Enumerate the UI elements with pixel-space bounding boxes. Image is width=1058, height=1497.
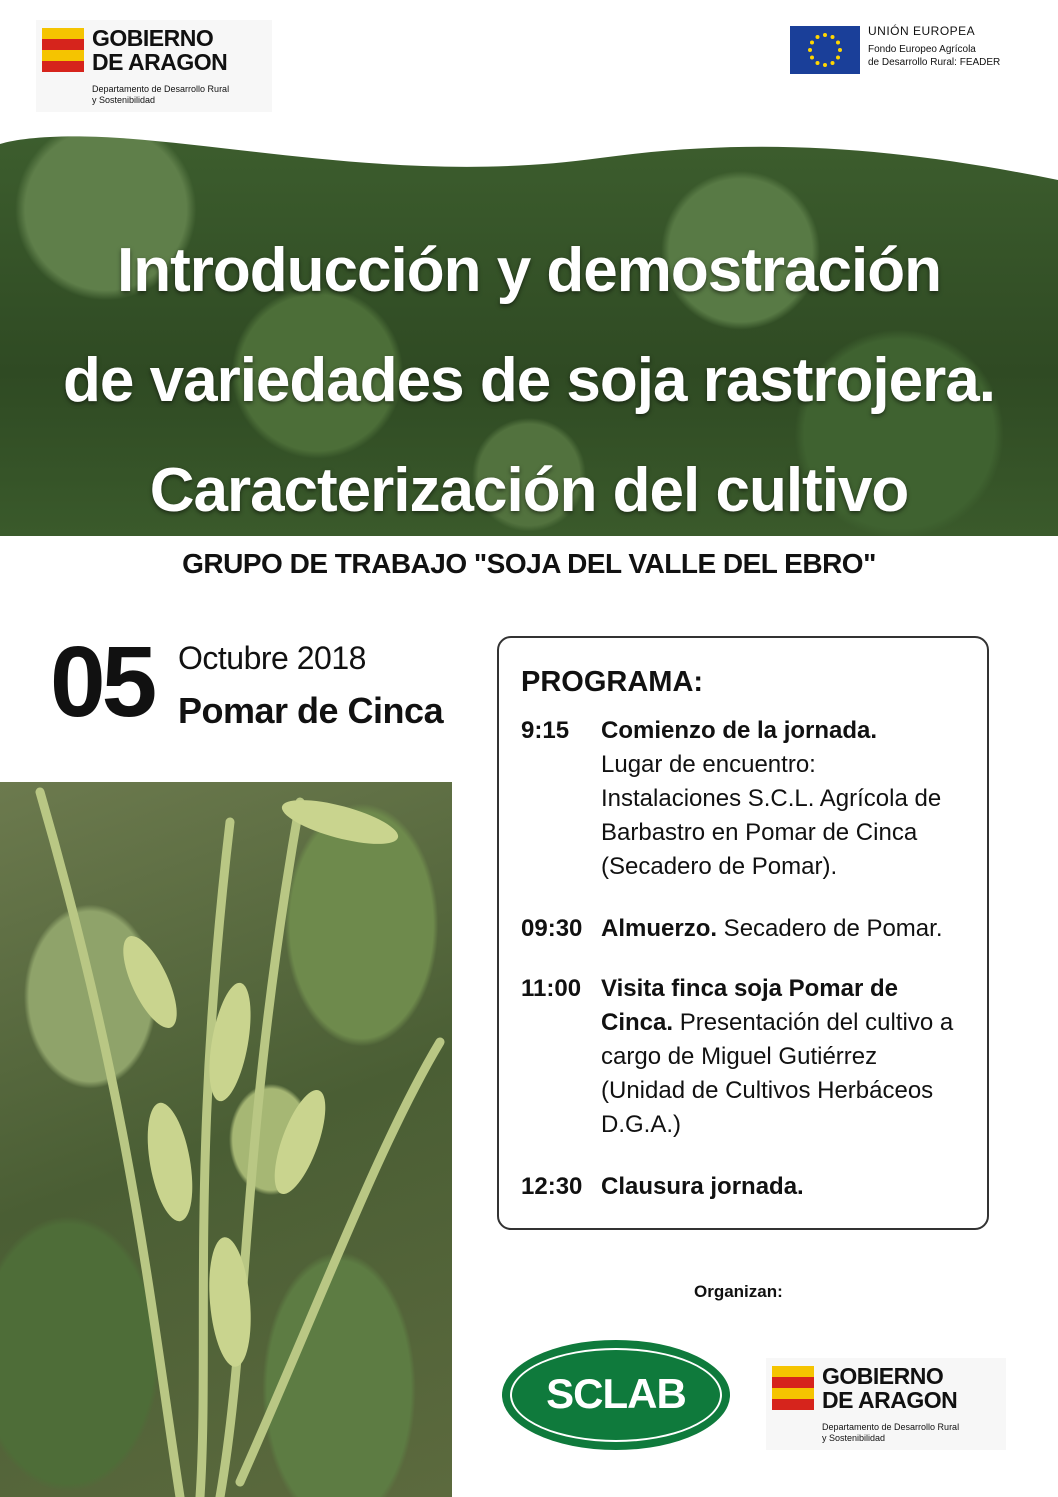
eu-logo-text <box>868 24 1000 69</box>
soybean-pods-photo <box>0 782 452 1497</box>
program-item-text: Almuerzo. Secadero de Pomar. <box>601 915 943 942</box>
program-item-time: 11:00 <box>521 975 582 1002</box>
sclab-logo-text: SCLAB <box>546 1370 686 1417</box>
event-place: Pomar de Cinca <box>178 690 444 731</box>
working-group-title: GRUPO DE TRABAJO "SOJA DEL VALLE DEL EBRO" <box>182 548 876 579</box>
eu-flag-icon <box>790 26 860 74</box>
organizers-label: Organizan: <box>694 1282 783 1301</box>
program-item <box>521 972 981 1142</box>
program-item-time: 09:30 <box>521 915 583 942</box>
event-month-year: Octubre 2018 <box>178 640 366 676</box>
sclab-logo <box>502 1340 730 1450</box>
program-item <box>521 1170 981 1204</box>
program-item-text: Visita finca soja Pomar de Cinca. Presentación del cultivo a cargo de Miguel Gutiérrez (Unidad de Cultivos Herbáceos D.G.A.) <box>601 975 954 1138</box>
program-item-time: 9:15 <box>521 717 570 744</box>
eu-title: UNIÓN EUROPEA <box>868 24 976 38</box>
program-title: PROGRAMA: <box>521 666 704 698</box>
hero-title: Introducción y demostración de variedades de soja rastrojera. Caracterización del cultivo <box>63 236 995 525</box>
eu-subtitle: Fondo Europeo Agrícola de Desarrollo Rural: FEADER <box>868 44 1001 68</box>
program-item-text: Clausura jornada. <box>601 1173 804 1200</box>
aragon-logo-department: Departamento de Desarrollo Rural y Sostenibilidad <box>92 84 230 105</box>
aragon-flag-icon <box>42 28 84 72</box>
program-item-time: 12:30 <box>521 1173 583 1200</box>
aragon-logo-footer <box>766 1358 1006 1450</box>
hero-soybean-field-image <box>0 128 1058 536</box>
program-item <box>521 912 981 946</box>
program-item-text: Comienzo de la jornada. Lugar de encuentro: Instalaciones S.C.L. Agrícola de Barbastro en Pomar de Cinca (Secadero de Pomar). <box>601 717 942 880</box>
event-day: 05 <box>50 626 154 738</box>
aragon-flag-icon <box>772 1366 814 1410</box>
aragon-logo-department: Departamento de Desarrollo Rural y Sostenibilidad <box>822 1422 960 1443</box>
program-box <box>497 636 989 1230</box>
aragon-logo-name: GOBIERNO DE ARAGON <box>822 1363 958 1413</box>
aragon-logo <box>36 20 272 112</box>
program-item <box>521 714 981 884</box>
aragon-logo-name: GOBIERNO DE ARAGON <box>92 25 228 75</box>
